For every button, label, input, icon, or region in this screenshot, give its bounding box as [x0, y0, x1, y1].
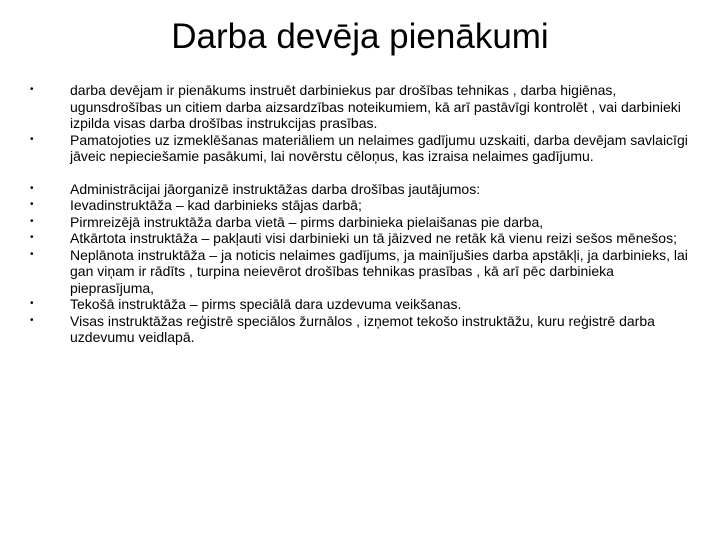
bullet-text: Pirmreizējā instruktāža darba vietā – pirms darbinieka pielaišanas pie darba,: [70, 213, 544, 230]
bullet-item: [30, 214, 690, 231]
bullet-item: [30, 230, 690, 247]
bullet-item: [30, 313, 690, 346]
list-spacer: [30, 165, 690, 181]
bullet-item: [30, 181, 690, 198]
bullet-item: [30, 132, 690, 165]
bullet-item: [30, 197, 690, 214]
bullet-item: [30, 82, 690, 132]
bullet-text: Pamatojoties uz izmeklēšanas materiāliem un nelaimes gadījumu uzskaiti, darba devējam savlaicīgi jāveic nepieciešamie pasākumi, lai novērstu cēloņus, kas izraisa nelaimes gadījumu.: [70, 131, 688, 164]
bullet-text: Atkārtota instruktāža – pakļauti visi darbinieki un tā jāizved ne retāk kā vienu reizi sešos mēnešos;: [70, 230, 677, 246]
bullet-dot-icon: •: [30, 84, 34, 95]
bullet-text: Tekošā instruktāža – pirms speciālā dara uzdevuma veikšanas.: [70, 296, 462, 312]
bullet-list: [30, 82, 690, 346]
bullet-item: [30, 247, 690, 297]
bullet-dot-icon: •: [30, 133, 34, 145]
bullet-dot-icon: •: [30, 248, 34, 260]
bullet-text: Administrācijai jāorganizē instruktāžas darba drošības jautājumos:: [70, 180, 481, 197]
bullet-dot-icon: •: [30, 298, 34, 309]
bullet-dot-icon: •: [30, 182, 34, 194]
slide-title: Darba devēja pienākumi: [171, 17, 549, 56]
bullet-dot-icon: •: [30, 314, 34, 326]
bullet-text: darba devējam ir pienākums instruēt darbiniekus par drošības tehnikas , darba higiēnas, ugunsdrošības un citiem darba aizsardzības noteikumiem, kā arī pastāvīgi kontrolēt , vai darbinieki izpilda visas darba drošības instrukcijas prasības.: [70, 82, 681, 131]
bullet-dot-icon: •: [30, 232, 34, 243]
bullet-dot-icon: •: [30, 199, 34, 210]
bullet-text: Neplānota instruktāža – ja noticis nelaimes gadījums, ja mainījušies darba apstākļi, ja darbinieks, lai gan viņam ir rādīts , turpina neievērot drošības tehnikas prasības , kā arī pēc darbinieka pieprasījuma,: [70, 246, 688, 296]
bullet-dot-icon: •: [30, 215, 34, 227]
bullet-item: [30, 296, 690, 313]
bullet-text: Ievadinstruktāža – kad darbinieks stājas darbā;: [70, 197, 362, 213]
bullet-text: Visas instruktāžas reģistrē speciālos žurnālos , izņemot tekošo instruktāžu, kuru reģistrē darba uzdevumu veidlapā.: [70, 312, 655, 345]
